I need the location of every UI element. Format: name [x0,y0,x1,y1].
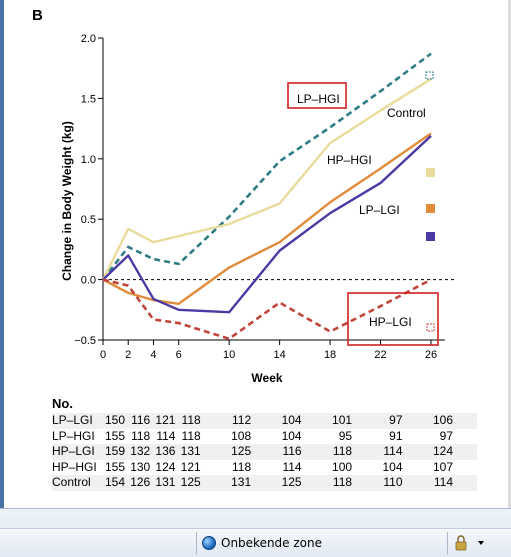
y-tick-label: 0.0 [80,274,96,287]
table-cell: 150 [104,413,125,427]
table-cell: 97 [389,413,403,427]
table-cell: 125 [231,444,252,458]
table-cell: 131 [180,444,201,458]
table-cell: 114 [433,475,453,489]
table-cell: 114 [282,459,302,474]
table-cell: 104 [281,428,302,443]
figure-content [22,0,511,508]
lock-icon [456,536,466,550]
table-cell: 112 [232,413,252,427]
table-cell: 154 [104,475,125,489]
x-tick-label: 6 [175,349,182,361]
x-tick-label: 14 [273,349,286,361]
y-tick-label: 1.5 [80,93,96,106]
status-bar [0,508,511,557]
table-cell: 95 [338,428,353,443]
table-cell: 118 [131,428,151,443]
table-cell: 124 [432,444,453,458]
y-tick-label: −0.5 [74,335,96,347]
table-cell: 125 [180,475,201,489]
y-tick-label: 2.0 [80,33,96,45]
table-row [52,460,477,476]
table-cell: 91 [389,428,403,443]
x-tick-label: 26 [424,349,438,361]
table-cell: 101 [332,413,353,427]
table-cell: 110 [383,475,403,489]
swatch-hp-hgi [426,204,435,213]
swatch-hp-lgi [427,324,434,331]
x-tick-label: 0 [99,349,107,361]
table-cell: 130 [130,459,151,474]
table-cell: 118 [181,413,201,427]
window-left-edge [0,0,4,508]
table-cell: 155 [104,459,125,474]
x-tick-label: 10 [223,349,236,361]
table-header: No. [52,396,73,411]
table-row-label: Control [52,475,91,489]
table-cell: 118 [332,475,353,489]
table-row [52,444,477,460]
table-cell: 121 [180,459,201,474]
status-separator [447,532,448,554]
table-cell: 107 [432,459,453,474]
table-cell: 108 [231,428,252,443]
table-row [52,475,477,491]
series-line-hp-hgi [103,133,431,303]
x-axis-title: Week [251,371,283,385]
label-hp-lgi: HP–LGI [369,315,412,329]
table-cell: 116 [131,413,151,427]
x-tick-label: 4 [150,349,157,361]
participant-count-table [52,396,477,491]
table-row-label: HP–HGI [52,459,97,474]
line-chart [22,0,511,390]
security-zone-label: Onbekende zone [221,536,323,550]
table-cell: 97 [439,428,453,443]
label-lp-hgi: LP–HGI [297,92,340,106]
chart-annotation-layer [288,72,438,345]
label-hp-hgi: HP–HGI [327,153,372,167]
table-cell: 132 [130,444,151,458]
x-tick-label: 18 [323,349,337,361]
table-cell: 116 [282,444,302,458]
x-tick-label: 2 [125,349,132,361]
table-rows [52,413,477,491]
table-cell: 118 [181,428,201,443]
table-row-label: HP–LGI [52,444,95,458]
y-axis-title: Change in Body Weight (kg) [60,121,74,281]
table-cell: 126 [130,475,151,489]
table-cell: 114 [383,444,403,458]
table-cell: 106 [432,413,453,427]
table-cell: 124 [155,459,176,474]
table-cell: 155 [104,428,125,443]
globe-icon [202,536,216,550]
security-zone[interactable] [202,532,322,554]
table-cell: 125 [281,475,302,489]
table-cell: 104 [281,413,302,427]
label-control: Control [387,106,426,120]
panel-letter: B [32,7,43,24]
table-row-label: LP–LGI [52,413,93,427]
table-cell: 159 [104,444,125,458]
table-cell: 121 [155,413,176,427]
table-row-label: LP–HGI [52,428,95,443]
series-line-lp-lgi [103,136,431,312]
swatch-lp-lgi [426,232,435,241]
table-row [52,429,477,445]
protected-mode-button[interactable] [452,534,488,552]
table-cell: 131 [155,475,176,489]
table-row [52,413,477,429]
table-cell: 104 [382,459,403,474]
y-tick-label: 1.0 [80,153,96,166]
table-cell: 114 [156,428,176,443]
table-cell: 136 [155,444,176,458]
status-separator [196,532,197,554]
table-cell: 131 [231,475,252,489]
table-cell: 118 [232,459,252,474]
label-lp-lgi: LP–LGI [359,203,400,217]
y-tick-label: 0.5 [80,214,96,227]
chart-series-layer [103,54,431,339]
table-cell: 118 [332,444,353,458]
swatch-control [426,168,435,177]
x-tick-label: 22 [374,349,387,361]
swatch-lp-hgi [426,72,433,79]
chevron-down-icon [478,541,484,545]
series-line-hp-lgi [103,280,431,339]
table-cell: 100 [332,459,353,474]
